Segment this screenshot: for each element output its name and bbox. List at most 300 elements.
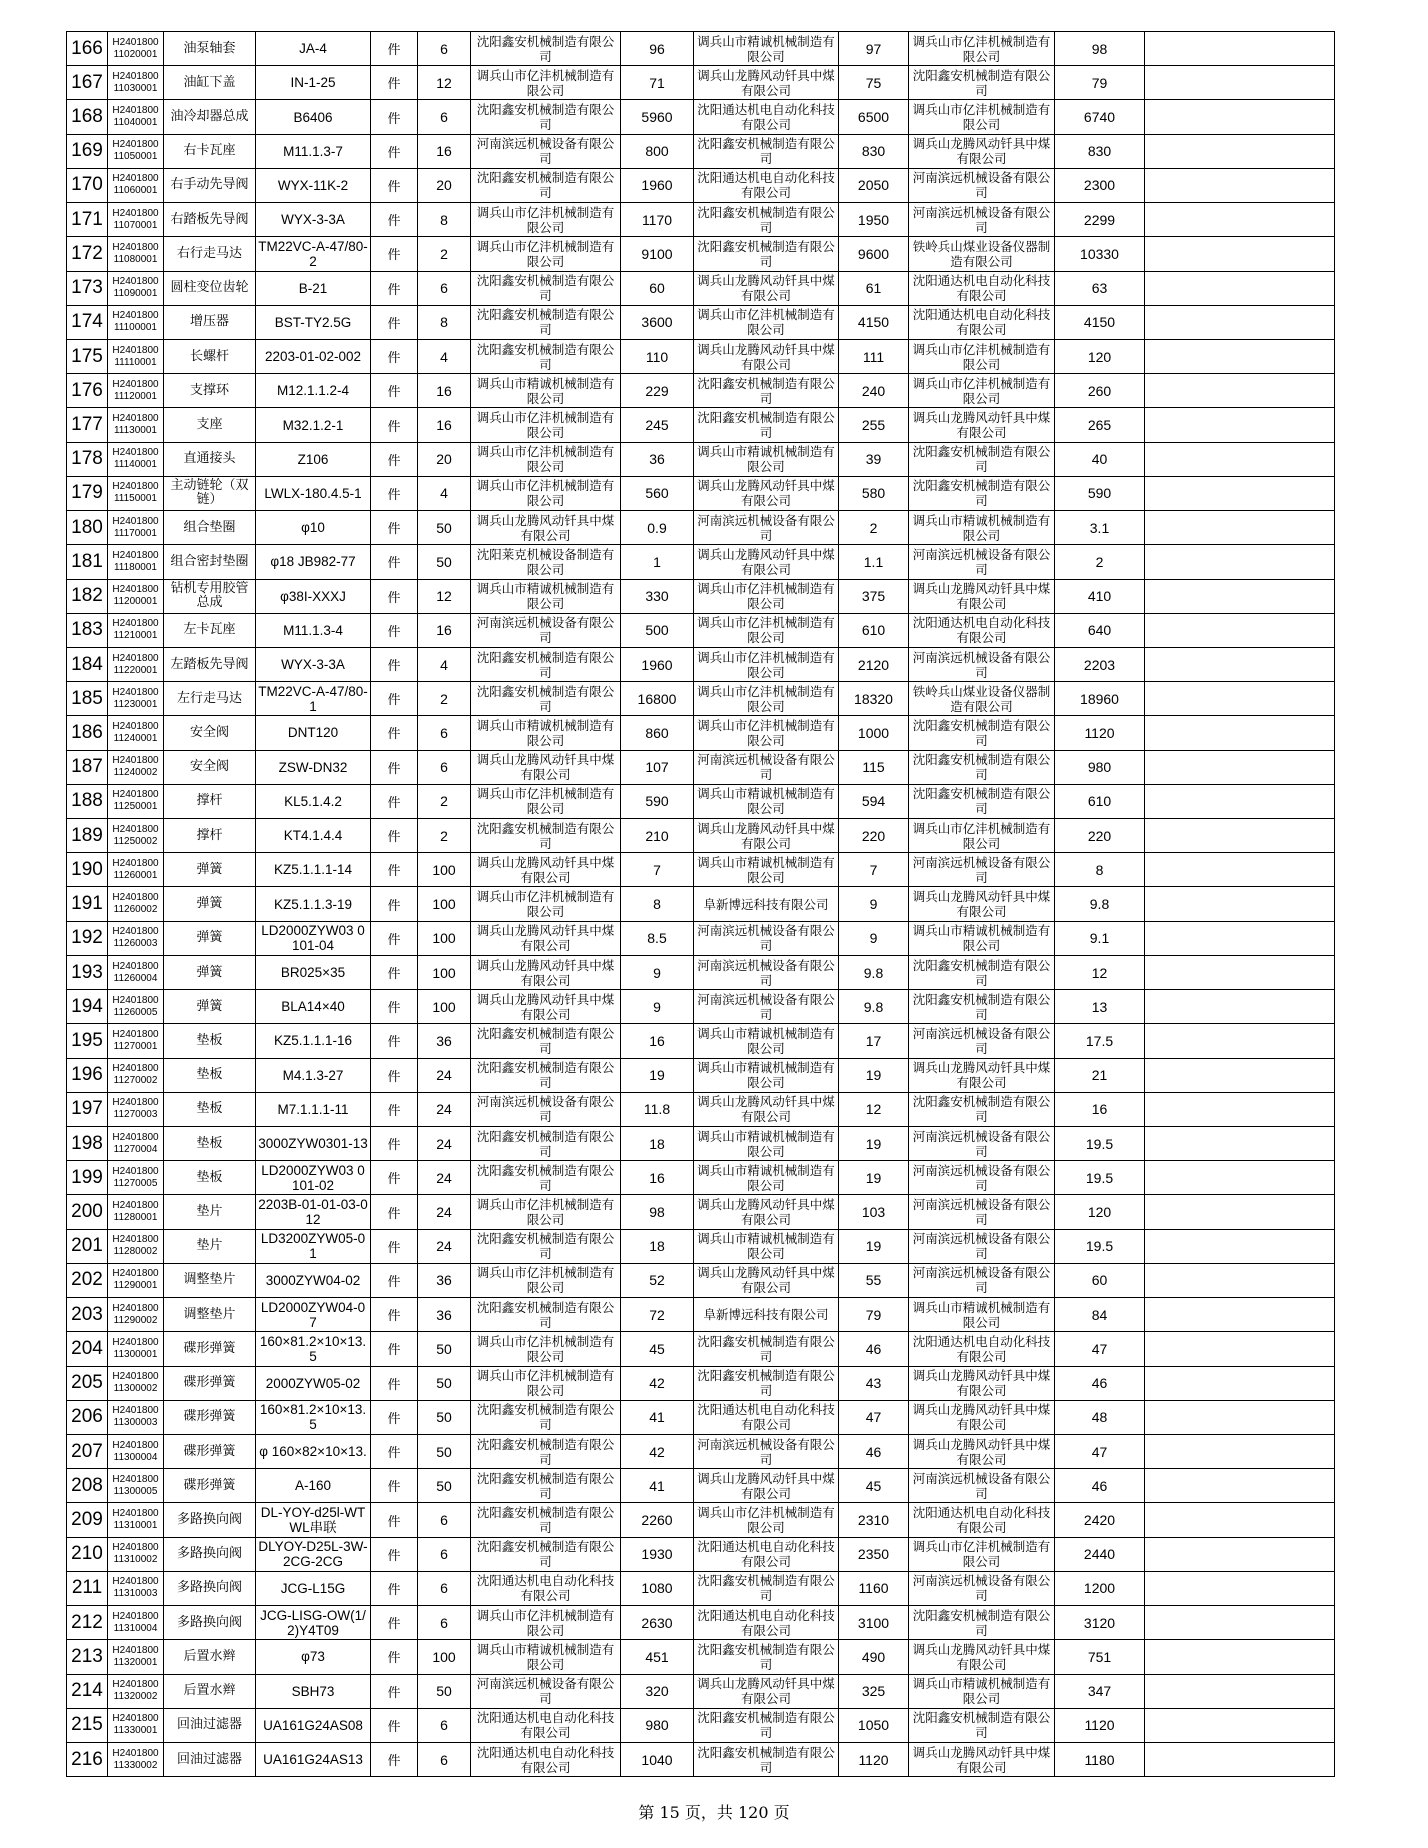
quantity-cell: 2 [418,819,471,853]
remarks-cell [1145,271,1335,305]
quantity-cell: 16 [418,374,471,408]
unit-cell: 件 [371,990,418,1024]
supplier-2-cell: 沈阳通达机电自动化科技有限公司 [694,1400,839,1434]
item-spec-cell: LD2000ZYW04-07 [256,1298,371,1332]
supplier-3-cell: 沈阳通达机电自动化科技有限公司 [909,1503,1055,1537]
supplier-1-cell: 沈阳鑫安机械制造有限公司 [471,1298,621,1332]
remarks-cell [1145,1503,1335,1537]
quantity-cell: 100 [418,853,471,887]
row-number-cell: 213 [67,1640,108,1674]
remarks-cell [1145,955,1335,989]
supplier-2-cell: 调兵山市精诚机械制造有限公司 [694,32,839,66]
supplier-3-cell: 调兵山龙腾风动钎具中煤有限公司 [909,1434,1055,1468]
row-number-cell: 197 [67,1092,108,1126]
price-2-cell: 39 [839,442,909,476]
supplier-3-cell: 沈阳通达机电自动化科技有限公司 [909,613,1055,647]
unit-cell: 件 [371,1127,418,1161]
price-2-cell: 580 [839,476,909,510]
material-code-cell: H2401800 11260001 [108,853,164,887]
price-2-cell: 97 [839,32,909,66]
item-name-cell: 垫板 [164,1024,256,1058]
material-code-cell: H2401800 11240001 [108,716,164,750]
row-number-cell: 211 [67,1571,108,1605]
unit-cell: 件 [371,682,418,716]
item-name-cell: 垫板 [164,1161,256,1195]
table-row [67,408,1335,442]
row-number-cell: 194 [67,990,108,1024]
row-number-cell: 175 [67,339,108,373]
item-name-cell: 直通接头 [164,442,256,476]
price-2-cell: 2120 [839,647,909,681]
material-code-cell: H2401800 11260003 [108,921,164,955]
supplier-2-cell: 调兵山龙腾风动钎具中煤有限公司 [694,1674,839,1708]
quantity-cell: 6 [418,1537,471,1571]
price-1-cell: 96 [621,32,694,66]
item-name-cell: 垫板 [164,1058,256,1092]
price-3-cell: 2420 [1055,1503,1145,1537]
supplier-1-cell: 沈阳通达机电自动化科技有限公司 [471,1742,621,1776]
price-1-cell: 110 [621,339,694,373]
item-spec-cell: DNT120 [256,716,371,750]
price-1-cell: 3600 [621,305,694,339]
supplier-3-cell: 沈阳鑫安机械制造有限公司 [909,66,1055,100]
row-number-cell: 214 [67,1674,108,1708]
remarks-cell [1145,750,1335,784]
price-1-cell: 107 [621,750,694,784]
price-2-cell: 1950 [839,203,909,237]
material-code-cell: H2401800 11130001 [108,408,164,442]
unit-cell: 件 [371,134,418,168]
supplier-3-cell: 河南滨远机械设备有限公司 [909,647,1055,681]
remarks-cell [1145,100,1335,134]
item-spec-cell: 3000ZYW04-02 [256,1263,371,1297]
unit-cell: 件 [371,1195,418,1229]
price-3-cell: 79 [1055,66,1145,100]
quantity-cell: 6 [418,271,471,305]
supplier-1-cell: 沈阳鑫安机械制造有限公司 [471,305,621,339]
price-2-cell: 111 [839,339,909,373]
supplier-2-cell: 阜新博远科技有限公司 [694,887,839,921]
supplier-1-cell: 沈阳通达机电自动化科技有限公司 [471,1571,621,1605]
supplier-2-cell: 调兵山市精诚机械制造有限公司 [694,1024,839,1058]
table-row [67,66,1335,100]
supplier-1-cell: 调兵山龙腾风动钎具中煤有限公司 [471,511,621,545]
item-spec-cell: ZSW-DN32 [256,750,371,784]
price-2-cell: 1050 [839,1708,909,1742]
quotation-table [66,31,1335,1777]
supplier-2-cell: 调兵山龙腾风动钎具中煤有限公司 [694,1195,839,1229]
item-name-cell: 弹簧 [164,955,256,989]
quantity-cell: 36 [418,1298,471,1332]
material-code-cell: H2401800 11280001 [108,1195,164,1229]
supplier-2-cell: 调兵山龙腾风动钎具中煤有限公司 [694,1469,839,1503]
quantity-cell: 6 [418,1503,471,1537]
price-1-cell: 16800 [621,682,694,716]
remarks-cell [1145,1229,1335,1263]
item-name-cell: 撑杆 [164,784,256,818]
price-1-cell: 1170 [621,203,694,237]
price-2-cell: 7 [839,853,909,887]
price-3-cell: 6740 [1055,100,1145,134]
row-number-cell: 180 [67,511,108,545]
row-number-cell: 189 [67,819,108,853]
price-2-cell: 220 [839,819,909,853]
unit-cell: 件 [371,32,418,66]
supplier-3-cell: 调兵山市亿沣机械制造有限公司 [909,374,1055,408]
item-spec-cell: BLA14×40 [256,990,371,1024]
remarks-cell [1145,1571,1335,1605]
item-spec-cell: KZ5.1.1.1-14 [256,853,371,887]
table-row [67,100,1335,134]
item-spec-cell: 160×81.2×10×13.5 [256,1332,371,1366]
supplier-3-cell: 河南滨远机械设备有限公司 [909,545,1055,579]
supplier-2-cell: 河南滨远机械设备有限公司 [694,1434,839,1468]
item-name-cell: 弹簧 [164,921,256,955]
supplier-3-cell: 调兵山龙腾风动钎具中煤有限公司 [909,1058,1055,1092]
remarks-cell [1145,442,1335,476]
quantity-cell: 24 [418,1127,471,1161]
remarks-cell [1145,1708,1335,1742]
material-code-cell: H2401800 11180001 [108,545,164,579]
supplier-3-cell: 调兵山龙腾风动钎具中煤有限公司 [909,887,1055,921]
unit-cell: 件 [371,613,418,647]
quantity-cell: 4 [418,647,471,681]
item-spec-cell: WYX-3-3A [256,203,371,237]
supplier-1-cell: 调兵山市精诚机械制造有限公司 [471,579,621,613]
supplier-1-cell: 调兵山市亿沣机械制造有限公司 [471,66,621,100]
unit-cell: 件 [371,921,418,955]
supplier-3-cell: 调兵山龙腾风动钎具中煤有限公司 [909,1400,1055,1434]
item-name-cell: 碟形弹簧 [164,1400,256,1434]
remarks-cell [1145,1742,1335,1776]
price-2-cell: 61 [839,271,909,305]
supplier-3-cell: 沈阳鑫安机械制造有限公司 [909,750,1055,784]
row-number-cell: 198 [67,1127,108,1161]
quantity-cell: 50 [418,1400,471,1434]
supplier-3-cell: 调兵山龙腾风动钎具中煤有限公司 [909,134,1055,168]
row-number-cell: 182 [67,579,108,613]
row-number-cell: 178 [67,442,108,476]
table-row [67,1400,1335,1434]
supplier-3-cell: 调兵山市精诚机械制造有限公司 [909,921,1055,955]
supplier-3-cell: 沈阳鑫安机械制造有限公司 [909,784,1055,818]
supplier-2-cell: 阜新博远科技有限公司 [694,1298,839,1332]
item-name-cell: 安全阀 [164,716,256,750]
unit-cell: 件 [371,1503,418,1537]
price-3-cell: 13 [1055,990,1145,1024]
unit-cell: 件 [371,374,418,408]
item-name-cell: 垫片 [164,1195,256,1229]
item-name-cell: 垫板 [164,1092,256,1126]
table-row [67,203,1335,237]
material-code-cell: H2401800 11230001 [108,682,164,716]
material-code-cell: H2401800 11170001 [108,511,164,545]
price-3-cell: 120 [1055,339,1145,373]
quantity-cell: 16 [418,134,471,168]
price-2-cell: 830 [839,134,909,168]
table-row [67,1161,1335,1195]
item-spec-cell: Z106 [256,442,371,476]
price-2-cell: 19 [839,1127,909,1161]
row-number-cell: 207 [67,1434,108,1468]
item-name-cell: 右踏板先导阀 [164,203,256,237]
supplier-2-cell: 调兵山市精诚机械制造有限公司 [694,1161,839,1195]
unit-cell: 件 [371,339,418,373]
supplier-2-cell: 调兵山市亿沣机械制造有限公司 [694,647,839,681]
supplier-2-cell: 河南滨远机械设备有限公司 [694,955,839,989]
item-spec-cell: M7.1.1.1-11 [256,1092,371,1126]
supplier-1-cell: 调兵山市亿沣机械制造有限公司 [471,408,621,442]
material-code-cell: H2401800 11300005 [108,1469,164,1503]
supplier-2-cell: 调兵山市精诚机械制造有限公司 [694,442,839,476]
quantity-cell: 36 [418,1263,471,1297]
table-row [67,784,1335,818]
unit-cell: 件 [371,511,418,545]
unit-cell: 件 [371,1708,418,1742]
row-number-cell: 206 [67,1400,108,1434]
price-2-cell: 9.8 [839,990,909,1024]
supplier-2-cell: 河南滨远机械设备有限公司 [694,921,839,955]
material-code-cell: H2401800 11310002 [108,1537,164,1571]
remarks-cell [1145,1400,1335,1434]
price-3-cell: 19.5 [1055,1127,1145,1161]
item-spec-cell: M11.1.3-4 [256,613,371,647]
item-spec-cell: JCG-LISG-OW(1/2)Y4T09 [256,1606,371,1640]
item-spec-cell: 2203B-01-01-03-012 [256,1195,371,1229]
price-3-cell: 830 [1055,134,1145,168]
quantity-cell: 24 [418,1058,471,1092]
price-1-cell: 1080 [621,1571,694,1605]
unit-cell: 件 [371,1298,418,1332]
price-3-cell: 8 [1055,853,1145,887]
quantity-cell: 12 [418,66,471,100]
price-3-cell: 19.5 [1055,1229,1145,1263]
unit-cell: 件 [371,476,418,510]
table-row [67,853,1335,887]
material-code-cell: H2401800 11020001 [108,32,164,66]
item-spec-cell: WYX-11K-2 [256,168,371,202]
quantity-cell: 6 [418,100,471,134]
price-2-cell: 17 [839,1024,909,1058]
table-row [67,1640,1335,1674]
price-1-cell: 16 [621,1024,694,1058]
supplier-2-cell: 调兵山龙腾风动钎具中煤有限公司 [694,66,839,100]
table-row [67,305,1335,339]
row-number-cell: 193 [67,955,108,989]
supplier-2-cell: 河南滨远机械设备有限公司 [694,990,839,1024]
item-spec-cell: φ38I-XXXJ [256,579,371,613]
supplier-1-cell: 沈阳鑫安机械制造有限公司 [471,32,621,66]
price-1-cell: 41 [621,1469,694,1503]
item-name-cell: 主动链轮（双链） [164,476,256,510]
supplier-3-cell: 沈阳鑫安机械制造有限公司 [909,476,1055,510]
item-spec-cell: φ 160×82×10×13. [256,1434,371,1468]
quantity-cell: 100 [418,921,471,955]
price-2-cell: 9600 [839,237,909,271]
material-code-cell: H2401800 11100001 [108,305,164,339]
item-name-cell: 左踏板先导阀 [164,647,256,681]
item-spec-cell: SBH73 [256,1674,371,1708]
remarks-cell [1145,134,1335,168]
material-code-cell: H2401800 11270003 [108,1092,164,1126]
supplier-2-cell: 调兵山市亿沣机械制造有限公司 [694,1503,839,1537]
supplier-1-cell: 调兵山龙腾风动钎具中煤有限公司 [471,990,621,1024]
row-number-cell: 173 [67,271,108,305]
supplier-3-cell: 河南滨远机械设备有限公司 [909,168,1055,202]
item-spec-cell: M32.1.2-1 [256,408,371,442]
item-spec-cell: UA161G24AS13 [256,1742,371,1776]
supplier-3-cell: 河南滨远机械设备有限公司 [909,1024,1055,1058]
unit-cell: 件 [371,1537,418,1571]
supplier-2-cell: 沈阳鑫安机械制造有限公司 [694,374,839,408]
unit-cell: 件 [371,1400,418,1434]
table-row [67,134,1335,168]
price-3-cell: 1200 [1055,1571,1145,1605]
unit-cell: 件 [371,955,418,989]
price-2-cell: 103 [839,1195,909,1229]
quantity-cell: 4 [418,339,471,373]
price-3-cell: 21 [1055,1058,1145,1092]
unit-cell: 件 [371,1606,418,1640]
price-1-cell: 7 [621,853,694,887]
row-number-cell: 176 [67,374,108,408]
supplier-3-cell: 河南滨远机械设备有限公司 [909,1263,1055,1297]
price-2-cell: 1120 [839,1742,909,1776]
supplier-3-cell: 调兵山龙腾风动钎具中煤有限公司 [909,1640,1055,1674]
price-2-cell: 46 [839,1434,909,1468]
table-row [67,1537,1335,1571]
supplier-1-cell: 调兵山龙腾风动钎具中煤有限公司 [471,750,621,784]
table-row [67,511,1335,545]
supplier-1-cell: 调兵山市精诚机械制造有限公司 [471,374,621,408]
price-3-cell: 1120 [1055,716,1145,750]
unit-cell: 件 [371,1742,418,1776]
price-3-cell: 40 [1055,442,1145,476]
unit-cell: 件 [371,819,418,853]
item-spec-cell: B6406 [256,100,371,134]
remarks-cell [1145,1366,1335,1400]
unit-cell: 件 [371,66,418,100]
price-1-cell: 1930 [621,1537,694,1571]
price-3-cell: 347 [1055,1674,1145,1708]
remarks-cell [1145,1674,1335,1708]
unit-cell: 件 [371,442,418,476]
supplier-3-cell: 调兵山龙腾风动钎具中煤有限公司 [909,579,1055,613]
item-spec-cell: TM22VC-A-47/80-1 [256,682,371,716]
supplier-1-cell: 调兵山市亿沣机械制造有限公司 [471,1263,621,1297]
material-code-cell: H2401800 11260005 [108,990,164,1024]
table-row [67,1058,1335,1092]
supplier-3-cell: 调兵山龙腾风动钎具中煤有限公司 [909,1366,1055,1400]
row-number-cell: 183 [67,613,108,647]
unit-cell: 件 [371,305,418,339]
remarks-cell [1145,579,1335,613]
price-1-cell: 1040 [621,1742,694,1776]
supplier-1-cell: 调兵山市亿沣机械制造有限公司 [471,203,621,237]
price-1-cell: 36 [621,442,694,476]
remarks-cell [1145,1058,1335,1092]
row-number-cell: 208 [67,1469,108,1503]
material-code-cell: H2401800 11270004 [108,1127,164,1161]
item-name-cell: 右行走马达 [164,237,256,271]
unit-cell: 件 [371,168,418,202]
price-2-cell: 47 [839,1400,909,1434]
supplier-2-cell: 调兵山龙腾风动钎具中煤有限公司 [694,339,839,373]
price-1-cell: 9 [621,990,694,1024]
item-name-cell: 后置水辫 [164,1640,256,1674]
supplier-2-cell: 沈阳通达机电自动化科技有限公司 [694,168,839,202]
quantity-cell: 2 [418,784,471,818]
price-3-cell: 19.5 [1055,1161,1145,1195]
item-spec-cell: BR025×35 [256,955,371,989]
supplier-1-cell: 沈阳鑫安机械制造有限公司 [471,271,621,305]
item-spec-cell: DLYOY-D25L-3W-2CG-2CG [256,1537,371,1571]
table-row [67,476,1335,510]
table-row [67,1503,1335,1537]
price-3-cell: 9.1 [1055,921,1145,955]
remarks-cell [1145,716,1335,750]
price-1-cell: 330 [621,579,694,613]
row-number-cell: 172 [67,237,108,271]
table-row [67,545,1335,579]
price-3-cell: 2299 [1055,203,1145,237]
material-code-cell: H2401800 11300001 [108,1332,164,1366]
price-2-cell: 375 [839,579,909,613]
item-name-cell: 后置水辫 [164,1674,256,1708]
supplier-2-cell: 河南滨远机械设备有限公司 [694,750,839,784]
supplier-2-cell: 调兵山市亿沣机械制造有限公司 [694,613,839,647]
row-number-cell: 202 [67,1263,108,1297]
supplier-2-cell: 调兵山市亿沣机械制造有限公司 [694,682,839,716]
supplier-2-cell: 沈阳鑫安机械制造有限公司 [694,408,839,442]
row-number-cell: 191 [67,887,108,921]
row-number-cell: 185 [67,682,108,716]
unit-cell: 件 [371,271,418,305]
item-name-cell: 撑杆 [164,819,256,853]
item-spec-cell: KZ5.1.1.3-19 [256,887,371,921]
remarks-cell [1145,305,1335,339]
material-code-cell: H2401800 11090001 [108,271,164,305]
row-number-cell: 192 [67,921,108,955]
item-spec-cell: M11.1.3-7 [256,134,371,168]
supplier-1-cell: 河南滨远机械设备有限公司 [471,1092,621,1126]
material-code-cell: H2401800 11050001 [108,134,164,168]
price-3-cell: 18960 [1055,682,1145,716]
item-spec-cell: M4.1.3-27 [256,1058,371,1092]
row-number-cell: 216 [67,1742,108,1776]
item-spec-cell: 160×81.2×10×13.5 [256,1400,371,1434]
table-row [67,1434,1335,1468]
row-number-cell: 215 [67,1708,108,1742]
item-name-cell: 弹簧 [164,887,256,921]
price-1-cell: 860 [621,716,694,750]
price-1-cell: 451 [621,1640,694,1674]
unit-cell: 件 [371,750,418,784]
supplier-3-cell: 沈阳鑫安机械制造有限公司 [909,1092,1055,1126]
remarks-cell [1145,1263,1335,1297]
supplier-3-cell: 调兵山市亿沣机械制造有限公司 [909,32,1055,66]
supplier-3-cell: 调兵山市亿沣机械制造有限公司 [909,819,1055,853]
item-spec-cell: A-160 [256,1469,371,1503]
row-number-cell: 174 [67,305,108,339]
quantity-cell: 16 [418,613,471,647]
item-name-cell: 碟形弹簧 [164,1366,256,1400]
price-1-cell: 320 [621,1674,694,1708]
price-3-cell: 47 [1055,1434,1145,1468]
quantity-cell: 24 [418,1195,471,1229]
supplier-1-cell: 沈阳鑫安机械制造有限公司 [471,1469,621,1503]
price-1-cell: 1960 [621,647,694,681]
